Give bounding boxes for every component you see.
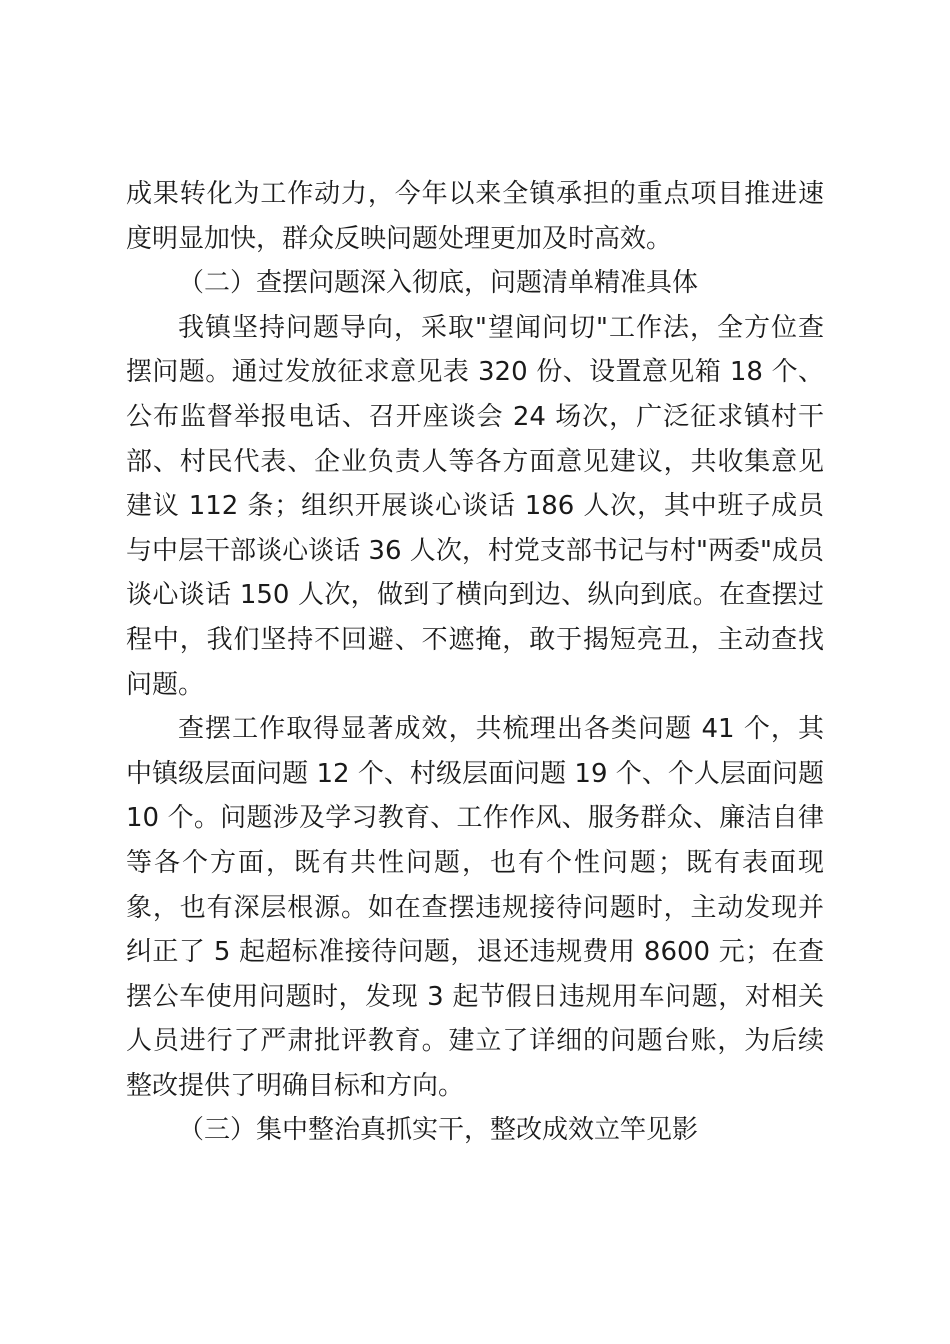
document-body [126, 172, 824, 1153]
section-heading-3: （三）集中整治真抓实干，整改成效立竿见影 [178, 1115, 699, 1146]
paragraph-problem-finding-methods: 我镇坚持问题导向，采取"望闻问切"工作法，全方位查摆问题。通过发放征求意见表 320 份、设置意见箱 18 个、公布监督举报电话、召开座谈会 24 场次，广泛征求镇村干部、村民代表、企业负责人等各方面意见建议，共收集意见建议 112 条；组织开展谈心谈话 186 人次，其中班子成员与中层干部谈心谈话 36 人次，村党支部书记与村"两委"成员谈心谈话 150 人次，做到了横向到边、纵向到底。在查摆过程中，我们坚持不回避、不遮掩，敢于揭短亮丑，主动查找问题。 [126, 312, 824, 700]
paragraph-problem-finding-results: 查摆工作取得显著成效，共梳理出各类问题 41 个，其中镇级层面问题 12 个、村级层面问题 19 个、个人层面问题 10 个。问题涉及学习教育、工作作风、服务群众、廉洁自律等各个方面，既有共性问题，也有个性问题；既有表面现象，也有深层根源。如在查摆违规接待问题时，主动发现并纠正了 5 起超标准接待问题，退还违规费用 8600 元；在查摆公车使用问题时，发现 3 起节假日违规用车问题，对相关人员进行了严肃批评教育。建立了详细的问题台账，为后续整改提供了明确目标和方向。 [126, 714, 824, 1101]
section-heading-2: （二）查摆问题深入彻底，问题清单精准具体 [178, 268, 699, 299]
paragraph-continuation: 成果转化为工作动力，今年以来全镇承担的重点项目推进速度明显加快，群众反映问题处理更加及时高效。 [126, 179, 824, 254]
